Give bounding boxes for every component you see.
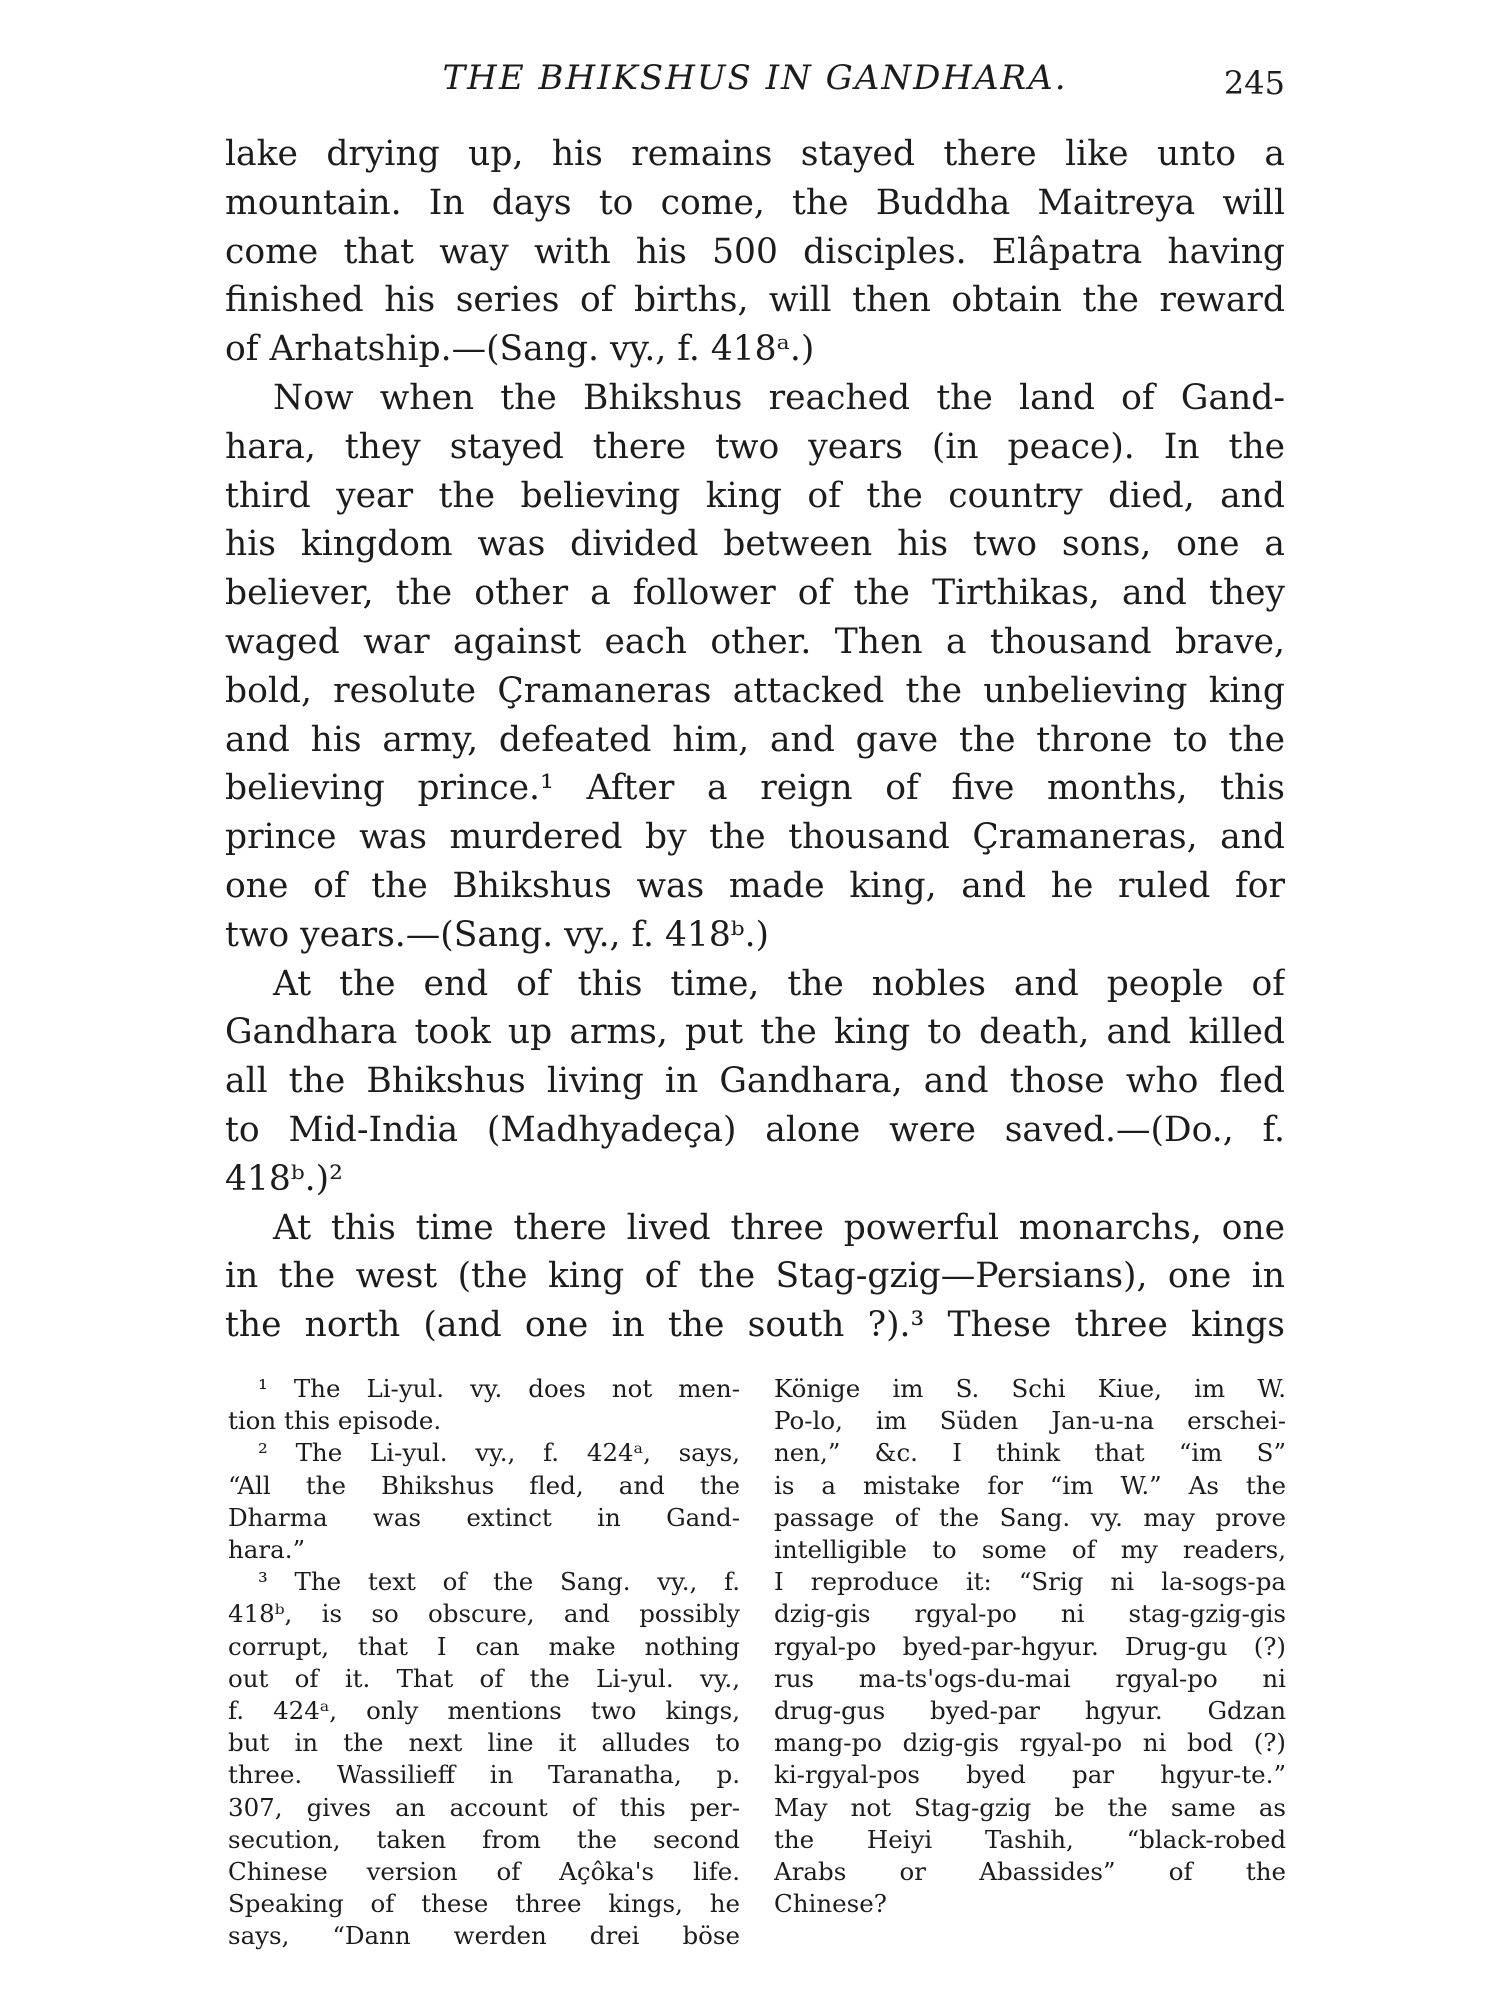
footnote-line: Chinese? (774, 1889, 887, 1919)
footnote-line: says, “Dann werden drei böse (228, 1921, 740, 1951)
body-line: hara, they stayed there two years (in peace). In the (225, 426, 1285, 467)
footnote-line: three. Wassilieff in Taranatha, p. (228, 1760, 740, 1790)
body-line: of Arhatship.—(Sang. vy., f. 418ᵃ.) (225, 329, 815, 370)
footnote-line: f. 424ᵃ, only mentions two kings, (228, 1696, 740, 1726)
footnote-line: rus ma-ts'ogs-du-mai rgyal-po ni (774, 1663, 1286, 1693)
body-line: his kingdom was divided between his two sons, one a (225, 524, 1285, 565)
footnote-line: I reproduce it: “Srig ni la-sogs-pa (774, 1567, 1286, 1597)
footnote-line: Dharma was extinct in Gand- (228, 1502, 740, 1532)
body-line: At this time there lived three powerful monarchs, one (273, 1207, 1285, 1248)
footnotes-right-column (774, 1373, 1286, 1920)
footnote-line: secution, taken from the second (228, 1824, 740, 1854)
body-line: the north (and one in the south ?).³ These three kings (225, 1305, 1285, 1346)
body-line: believing prince.¹ After a reign of five months, this (225, 768, 1285, 809)
footnote-line: out of it. That of the Li-yul. vy., (228, 1663, 740, 1693)
footnote-line: rgyal-po byed-par-hgyur. Drug-gu (?) (774, 1631, 1286, 1661)
body-line: Now when the Bhikshus reached the land of Gand- (273, 377, 1285, 418)
body-line: waged war against each other. Then a thousand brave, (225, 621, 1285, 662)
footnote-line: nen,” &c. I think that “im S” (774, 1438, 1286, 1468)
body-line: finished his series of births, will then obtain the reward (225, 280, 1285, 321)
footnote-line: Könige im S. Schi Kiue, im W. (774, 1374, 1286, 1403)
footnote-line: hara.” (228, 1535, 306, 1565)
body-line: Gandhara took up arms, put the king to death, and killed (225, 1012, 1285, 1053)
footnote-line: dzig-gis rgyal-po ni stag-gzig-gis (774, 1599, 1286, 1629)
footnote-line: the Heiyi Tashih, “black-robed (774, 1824, 1286, 1854)
footnotes-left-column (228, 1373, 740, 1953)
footnote-line: ² The Li-yul. vy., f. 424ᵃ, says, (258, 1438, 740, 1468)
body-line: to Mid-India (Madhyadeça) alone were saved.—(Do., f. (225, 1109, 1285, 1150)
body-line: bold, resolute Çramaneras attacked the unbelieving king (225, 670, 1285, 711)
footnote-line: intelligible to some of my readers, (774, 1535, 1286, 1565)
footnote-line: drug-gus byed-par hgyur. Gdzan (774, 1696, 1286, 1726)
body-line: one of the Bhikshus was made king, and he ruled for (225, 865, 1285, 906)
body-line: lake drying up, his remains stayed there like unto a (225, 134, 1285, 174)
footnote-line: Chinese version of Açôka's life. (228, 1857, 740, 1887)
footnote-line: but in the next line it alludes to (228, 1728, 740, 1758)
footnote-line: corrupt, that I can make nothing (228, 1631, 740, 1661)
footnote-line: ¹ The Li-yul. vy. does not men- (258, 1374, 740, 1403)
footnote-line: ki-rgyal-pos byed par hgyur-te.” (774, 1760, 1286, 1790)
footnote-line: 418ᵇ, is so obscure, and possibly (228, 1599, 740, 1629)
footnote-line: Speaking of these three kings, he (228, 1889, 740, 1919)
footnote-line: passage of the Sang. vy. may prove (774, 1502, 1286, 1532)
footnote-line: ³ The text of the Sang. vy., f. (258, 1567, 740, 1597)
footnote-line: May not Stag-gzig be the same as (774, 1792, 1286, 1822)
body-line: At the end of this time, the nobles and people of (273, 963, 1285, 1004)
body-line: believer, the other a follower of the Tirthikas, and they (225, 573, 1285, 614)
body-line: third year the believing king of the country died, and (225, 475, 1285, 516)
footnote-line: 307, gives an account of this per- (228, 1792, 740, 1822)
body-line: and his army, defeated him, and gave the throne to the (225, 719, 1285, 760)
body-text (225, 130, 1285, 1350)
body-line: all the Bhikshus living in Gandhara, and those who fled (225, 1061, 1285, 1102)
page-number: 245 (1223, 64, 1285, 102)
body-line: two years.—(Sang. vy., f. 418ᵇ.) (225, 914, 770, 955)
body-line: in the west (the king of the Stag-gzig—Persians), one in (225, 1256, 1285, 1297)
body-line: mountain. In days to come, the Buddha Maitreya will (225, 182, 1285, 223)
page-header (225, 50, 1285, 100)
footnote-line: Po-lo, im Süden Jan-u-na erschei- (774, 1406, 1286, 1436)
footnote-line: is a mistake for “im W.” As the (774, 1470, 1286, 1500)
footnote-line: “All the Bhikshus fled, and the (228, 1470, 740, 1500)
footnote-line: Arabs or Abassides” of the (774, 1857, 1286, 1887)
body-line: prince was murdered by the thousand Çramaneras, and (225, 817, 1285, 858)
running-head: THE BHIKSHUS IN GANDHARA. (442, 58, 1068, 98)
body-line: 418ᵇ.)² (225, 1158, 343, 1199)
footnote-line: tion this episode. (228, 1406, 442, 1436)
body-line: come that way with his 500 disciples. Elâpatra having (225, 231, 1285, 272)
footnote-line: mang-po dzig-gis rgyal-po ni bod (?) (774, 1728, 1286, 1758)
